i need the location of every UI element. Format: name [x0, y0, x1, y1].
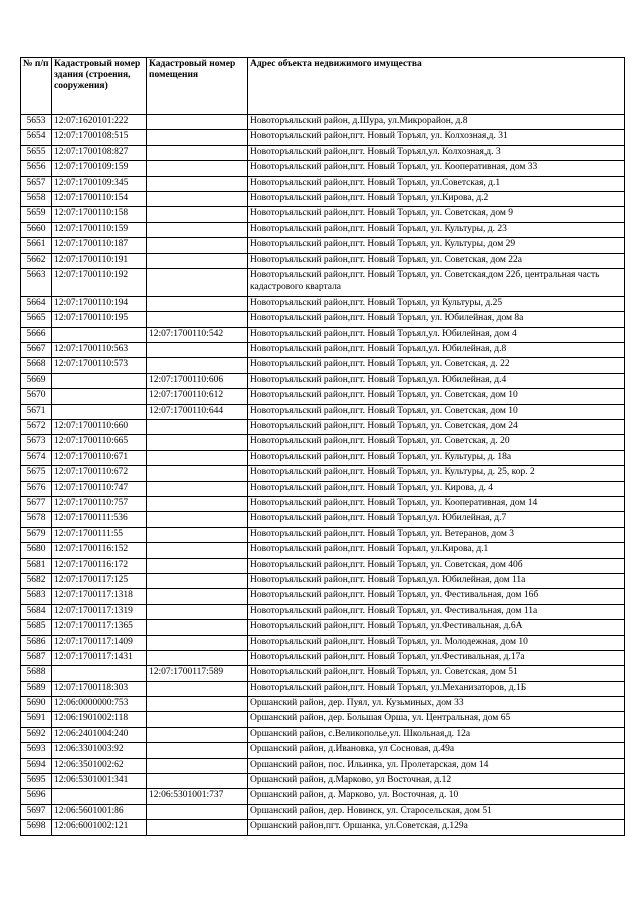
table-row: [21, 253, 625, 268]
cell-building-cadastral: 12:07:1700110:192: [52, 268, 147, 296]
cell-number: 5663: [21, 268, 52, 296]
cell-number: 5673: [21, 435, 52, 450]
cell-building-cadastral: 12:07:1700108:827: [52, 145, 147, 160]
cell-building-cadastral: 12:06:6001002:121: [52, 820, 147, 835]
cell-number: 5698: [21, 820, 52, 835]
cell-premises-cadastral: [147, 697, 248, 712]
table-row: [21, 420, 625, 435]
cell-address: Новоторъяльский район,пгт. Новый Торъял, ул. Культуры, дом 29: [248, 238, 625, 253]
table-row: [21, 527, 625, 542]
cell-number: 5670: [21, 389, 52, 404]
cell-premises-cadastral: [147, 420, 248, 435]
cell-building-cadastral: [52, 666, 147, 681]
cell-building-cadastral: 12:07:1700109:159: [52, 161, 147, 176]
cell-address: Новоторъяльский район,пгт. Новый Торъял, ул. Кооперативная, дом 14: [248, 496, 625, 511]
cell-building-cadastral: 12:06:2401004:240: [52, 727, 147, 742]
table-row: [21, 327, 625, 342]
cell-building-cadastral: 12:07:1700110:563: [52, 343, 147, 358]
cell-building-cadastral: 12:07:1700117:1318: [52, 589, 147, 604]
cell-building-cadastral: 12:07:1700110:747: [52, 481, 147, 496]
table-row: [21, 512, 625, 527]
table-row: [21, 666, 625, 681]
table-row: [21, 373, 625, 388]
table-row: [21, 820, 625, 835]
cell-address: Новоторъяльский район,пгт. Новый Торъял, ул. Фестивальная, дом 16б: [248, 589, 625, 604]
cell-number: 5696: [21, 789, 52, 804]
table-row: [21, 312, 625, 327]
cell-number: 5680: [21, 543, 52, 558]
cell-premises-cadastral: [147, 681, 248, 696]
cell-address: Новоторъяльский район,пгт. Новый Торъял, ул.Кирова, д.1: [248, 543, 625, 558]
cell-address: Новоторъяльский район,пгт. Новый Торъял, ул. Юбилейная, дом 8а: [248, 312, 625, 327]
cell-premises-cadastral: [147, 312, 248, 327]
cell-address: Оршанский район, пос. Ильинка, ул. Пролетарская, дом 14: [248, 758, 625, 773]
cell-number: 5685: [21, 620, 52, 635]
cell-number: 5675: [21, 466, 52, 481]
table-row: [21, 145, 625, 160]
table-row: [21, 268, 625, 296]
table-row: [21, 191, 625, 206]
cell-building-cadastral: 12:07:1700108:515: [52, 130, 147, 145]
cell-number: 5660: [21, 222, 52, 237]
table-row: [21, 774, 625, 789]
cell-premises-cadastral: [147, 435, 248, 450]
cell-premises-cadastral: [147, 712, 248, 727]
cell-building-cadastral: 12:06:3501002:62: [52, 758, 147, 773]
cell-number: 5681: [21, 558, 52, 573]
table-row: [21, 161, 625, 176]
cell-premises-cadastral: [147, 543, 248, 558]
header-address: Адрес объекта недвижимого имущества: [248, 58, 625, 115]
cell-number: 5672: [21, 420, 52, 435]
table-row: [21, 450, 625, 465]
table-row: [21, 481, 625, 496]
table-row: [21, 435, 625, 450]
cell-building-cadastral: 12:06:3301003:92: [52, 743, 147, 758]
cell-building-cadastral: 12:07:1700109:345: [52, 176, 147, 191]
table-row: [21, 604, 625, 619]
cell-address: Новоторъяльский район,пгт. Новый Торъял,ул. Юбилейная, д.7: [248, 512, 625, 527]
cell-number: 5664: [21, 296, 52, 311]
cell-building-cadastral: 12:07:1700111:55: [52, 527, 147, 542]
cell-building-cadastral: 12:07:1700117:1431: [52, 650, 147, 665]
cell-building-cadastral: [52, 373, 147, 388]
cell-premises-cadastral: [147, 743, 248, 758]
cell-address: Оршанский район, д. Марково, ул. Восточная, д. 10: [248, 789, 625, 804]
cell-building-cadastral: 12:07:1700110:194: [52, 296, 147, 311]
cell-address: Новоторъяльский район,пгт. Новый Торъял,ул. Колхозная,д. 3: [248, 145, 625, 160]
cell-building-cadastral: 12:07:1700116:172: [52, 558, 147, 573]
table-row: [21, 343, 625, 358]
cell-building-cadastral: 12:07:1700110:665: [52, 435, 147, 450]
cell-number: 5683: [21, 589, 52, 604]
cell-number: 5682: [21, 573, 52, 588]
cell-building-cadastral: 12:07:1700110:660: [52, 420, 147, 435]
table-row: [21, 635, 625, 650]
cell-premises-cadastral: [147, 481, 248, 496]
cell-address: Новоторъяльский район,пгт. Новый Торъял, ул. Кооперативная, дом 33: [248, 161, 625, 176]
cell-address: Новоторъяльский район,пгт. Новый Торъял, ул. Фестивальная, дом 11а: [248, 604, 625, 619]
cell-premises-cadastral: [147, 358, 248, 373]
cell-premises-cadastral: [147, 296, 248, 311]
cell-premises-cadastral: [147, 620, 248, 635]
cell-number: 5692: [21, 727, 52, 742]
cell-building-cadastral: [52, 389, 147, 404]
cell-address: Новоторъяльский район,пгт. Новый Торъял, ул. Советская, д. 22: [248, 358, 625, 373]
cell-address: Новоторъяльский район,пгт. Новый Торъял, ул. Советская, дом 22а: [248, 253, 625, 268]
cell-premises-cadastral: [147, 238, 248, 253]
cell-number: 5691: [21, 712, 52, 727]
cell-address: Оршанский район, дер. Большая Орша, ул. Центральная, дом 65: [248, 712, 625, 727]
cell-premises-cadastral: [147, 450, 248, 465]
table-row: [21, 115, 625, 130]
table-row: [21, 296, 625, 311]
cell-address: Новоторъяльский район,пгт. Новый Торъял, ул. Советская, дом 10: [248, 389, 625, 404]
cell-address: Новоторъяльский район,пгт. Новый Торъял, ул. Культуры, д. 25, кор. 2: [248, 466, 625, 481]
table-row: [21, 573, 625, 588]
cell-address: Новоторъяльский район,пгт. Новый Торъял, ул.Советская, д.1: [248, 176, 625, 191]
cell-address: Новоторъяльский район,пгт. Новый Торъял,ул. Юбилейная, д.8: [248, 343, 625, 358]
cell-building-cadastral: [52, 789, 147, 804]
cell-address: Оршанский район, д.Марково, ул Восточная, д.12: [248, 774, 625, 789]
cell-premises-cadastral: [147, 191, 248, 206]
cell-number: 5676: [21, 481, 52, 496]
cell-premises-cadastral: [147, 207, 248, 222]
cell-address: Новоторъяльский район,пгт. Новый Торъял,ул. Юбилейная, дом 4: [248, 327, 625, 342]
cell-number: 5688: [21, 666, 52, 681]
cell-premises-cadastral: [147, 774, 248, 789]
cell-address: Новоторъяльский район,пгт. Новый Торъял, ул. Советская,дом 22б, центральная часть кадастрового квартала: [248, 268, 625, 296]
header-building-cadastral: Кадастровый номер здания (строения, сооружения): [52, 58, 147, 115]
cell-number: 5671: [21, 404, 52, 419]
table-row: [21, 238, 625, 253]
cell-premises-cadastral: [147, 604, 248, 619]
cell-number: 5690: [21, 697, 52, 712]
cell-number: 5679: [21, 527, 52, 542]
cell-building-cadastral: 12:07:1700110:187: [52, 238, 147, 253]
cell-number: 5654: [21, 130, 52, 145]
cell-address: Новоторъяльский район,пгт. Новый Торъял, ул Культуры, д.25: [248, 296, 625, 311]
cell-premises-cadastral: [147, 635, 248, 650]
cell-premises-cadastral: [147, 268, 248, 296]
cell-address: Новоторъяльский район,пгт. Новый Торъял,ул. Юбилейная, дом 11а: [248, 573, 625, 588]
table-row: [21, 789, 625, 804]
cell-address: Оршанский район,пгт. Оршанка, ул.Советская, д.129а: [248, 820, 625, 835]
cell-number: 5657: [21, 176, 52, 191]
cell-number: 5689: [21, 681, 52, 696]
cell-address: Новоторъяльский район,пгт. Новый Торъял,ул. Юбилейная, д.4: [248, 373, 625, 388]
table-row: [21, 496, 625, 511]
cell-premises-cadastral: [147, 758, 248, 773]
table-row: [21, 758, 625, 773]
table-row: [21, 466, 625, 481]
cell-premises-cadastral: [147, 161, 248, 176]
cell-address: Новоторъяльский район,пгт. Новый Торъял, ул. Советская, дом 40б: [248, 558, 625, 573]
table-row: [21, 358, 625, 373]
cell-building-cadastral: 12:06:5301001:341: [52, 774, 147, 789]
cell-address: Оршанский район, д.Ивановка, ул Сосновая, д.49а: [248, 743, 625, 758]
cell-number: 5677: [21, 496, 52, 511]
cell-number: 5669: [21, 373, 52, 388]
cell-address: Оршанский район, дер. Пуял, ул. Кузьминых, дом 33: [248, 697, 625, 712]
table-row: [21, 543, 625, 558]
header-number: № п/п: [21, 58, 52, 115]
cell-building-cadastral: 12:06:0000000:753: [52, 697, 147, 712]
cell-address: Новоторъяльский район,пгт. Новый Торъял, ул. Молодежная, дом 10: [248, 635, 625, 650]
cell-premises-cadastral: [147, 343, 248, 358]
cell-premises-cadastral: [147, 496, 248, 511]
cell-building-cadastral: 12:07:1700110:757: [52, 496, 147, 511]
cell-number: 5656: [21, 161, 52, 176]
table-row: [21, 207, 625, 222]
cell-number: 5674: [21, 450, 52, 465]
cell-number: 5694: [21, 758, 52, 773]
table-row: [21, 222, 625, 237]
cell-premises-cadastral: [147, 130, 248, 145]
table-header-row: [21, 58, 625, 115]
cell-number: 5665: [21, 312, 52, 327]
cell-premises-cadastral: [147, 820, 248, 835]
cell-building-cadastral: 12:07:1700117:125: [52, 573, 147, 588]
cell-building-cadastral: 12:07:1700118:303: [52, 681, 147, 696]
cell-premises-cadastral: [147, 650, 248, 665]
cell-address: Новоторъяльский район,пгт. Новый Торъял, ул.Механизаторов, д.1Б: [248, 681, 625, 696]
cell-building-cadastral: 12:07:1700110:671: [52, 450, 147, 465]
cell-number: 5686: [21, 635, 52, 650]
cell-premises-cadastral: [147, 527, 248, 542]
table-row: [21, 589, 625, 604]
cell-building-cadastral: 12:07:1700117:1365: [52, 620, 147, 635]
cell-premises-cadastral: [147, 573, 248, 588]
cell-number: 5659: [21, 207, 52, 222]
cell-premises-cadastral: [147, 176, 248, 191]
cell-building-cadastral: 12:07:1620101:222: [52, 115, 147, 130]
cell-building-cadastral: 12:07:1700117:1319: [52, 604, 147, 619]
table-row: [21, 130, 625, 145]
cell-premises-cadastral: [147, 512, 248, 527]
table-row: [21, 650, 625, 665]
cell-address: Новоторъяльский район,пгт. Новый Торъял, ул. Колхозная,д. 31: [248, 130, 625, 145]
cell-number: 5661: [21, 238, 52, 253]
cell-building-cadastral: 12:07:1700110:154: [52, 191, 147, 206]
cell-address: Оршанский район, дер. Новинск, ул. Старосельская, дом 51: [248, 804, 625, 819]
cell-premises-cadastral: [147, 115, 248, 130]
cell-address: Новоторъяльский район,пгт. Новый Торъял, ул. Советская, дом 24: [248, 420, 625, 435]
cell-building-cadastral: 12:07:1700110:195: [52, 312, 147, 327]
cell-address: Новоторъяльский район,пгт. Новый Торъял, ул. Культуры, д. 23: [248, 222, 625, 237]
cell-building-cadastral: 12:07:1700110:672: [52, 466, 147, 481]
table-row: [21, 404, 625, 419]
table-row: [21, 389, 625, 404]
cell-address: Новоторъяльский район,пгт. Новый Торъял, ул. Советская, дом 9: [248, 207, 625, 222]
cell-building-cadastral: 12:06:1901002:118: [52, 712, 147, 727]
table-row: [21, 681, 625, 696]
table-row: [21, 712, 625, 727]
cell-number: 5655: [21, 145, 52, 160]
cell-address: Новоторъяльский район,пгт. Новый Торъял, ул. Советская, дом 51: [248, 666, 625, 681]
cell-premises-cadastral: [147, 558, 248, 573]
table-row: [21, 176, 625, 191]
cell-premises-cadastral: [147, 222, 248, 237]
cell-building-cadastral: 12:07:1700110:158: [52, 207, 147, 222]
cell-building-cadastral: 12:06:5601001:86: [52, 804, 147, 819]
cell-building-cadastral: 12:07:1700110:159: [52, 222, 147, 237]
table-row: [21, 743, 625, 758]
cell-building-cadastral: [52, 327, 147, 342]
cell-number: 5697: [21, 804, 52, 819]
cell-building-cadastral: 12:07:1700111:536: [52, 512, 147, 527]
cell-building-cadastral: 12:07:1700110:573: [52, 358, 147, 373]
cell-premises-cadastral: 12:07:1700110:612: [147, 389, 248, 404]
table-row: [21, 697, 625, 712]
table-row: [21, 727, 625, 742]
cell-address: Оршанский район, с.Великополье,ул. Школьная,д. 12а: [248, 727, 625, 742]
table-row: [21, 804, 625, 819]
cell-address: Новоторъяльский район,пгт. Новый Торъял, ул. Культуры, д. 18а: [248, 450, 625, 465]
cell-number: 5668: [21, 358, 52, 373]
document-page: [20, 57, 624, 836]
table-row: [21, 558, 625, 573]
table-row: [21, 620, 625, 635]
cell-number: 5666: [21, 327, 52, 342]
cell-building-cadastral: 12:07:1700110:191: [52, 253, 147, 268]
cell-number: 5687: [21, 650, 52, 665]
cell-premises-cadastral: [147, 253, 248, 268]
cell-number: 5667: [21, 343, 52, 358]
cell-premises-cadastral: [147, 466, 248, 481]
cell-premises-cadastral: 12:07:1700110:542: [147, 327, 248, 342]
cell-address: Новоторъяльский район,пгт. Новый Торъял, ул.Кирова, д.2: [248, 191, 625, 206]
cell-number: 5684: [21, 604, 52, 619]
cell-number: 5658: [21, 191, 52, 206]
cell-premises-cadastral: 12:07:1700110:606: [147, 373, 248, 388]
property-table: [20, 57, 625, 836]
cell-premises-cadastral: [147, 145, 248, 160]
cell-premises-cadastral: [147, 804, 248, 819]
cell-premises-cadastral: 12:07:1700110:644: [147, 404, 248, 419]
cell-address: Новоторъяльский район,пгт. Новый Торъял, ул. Кирова, д. 4: [248, 481, 625, 496]
cell-address: Новоторъяльский район,пгт. Новый Торъял, ул.Фестивальная, д.6А: [248, 620, 625, 635]
cell-address: Новоторъяльский район,пгт. Новый Торъял, ул. Ветеранов, дом 3: [248, 527, 625, 542]
cell-number: 5662: [21, 253, 52, 268]
cell-premises-cadastral: [147, 727, 248, 742]
cell-address: Новоторъяльский район, д.Шура, ул.Микрорайон, д.8: [248, 115, 625, 130]
cell-premises-cadastral: [147, 589, 248, 604]
cell-premises-cadastral: 12:06:5301001:737: [147, 789, 248, 804]
cell-building-cadastral: [52, 404, 147, 419]
cell-number: 5693: [21, 743, 52, 758]
cell-building-cadastral: 12:07:1700116:152: [52, 543, 147, 558]
cell-number: 5695: [21, 774, 52, 789]
cell-address: Новоторъяльский район,пгт. Новый Торъял, ул. Советская, д. 20: [248, 435, 625, 450]
table-body: [21, 115, 625, 836]
cell-number: 5678: [21, 512, 52, 527]
cell-building-cadastral: 12:07:1700117:1409: [52, 635, 147, 650]
header-premises-cadastral: Кадастровый номер помещения: [147, 58, 248, 115]
cell-address: Новоторъяльский район,пгт. Новый Торъял, ул.Фестивальная, д.17а: [248, 650, 625, 665]
cell-address: Новоторъяльский район,пгт. Новый Торъял, ул. Советская, дом 10: [248, 404, 625, 419]
cell-premises-cadastral: 12:07:1700117:589: [147, 666, 248, 681]
cell-number: 5653: [21, 115, 52, 130]
